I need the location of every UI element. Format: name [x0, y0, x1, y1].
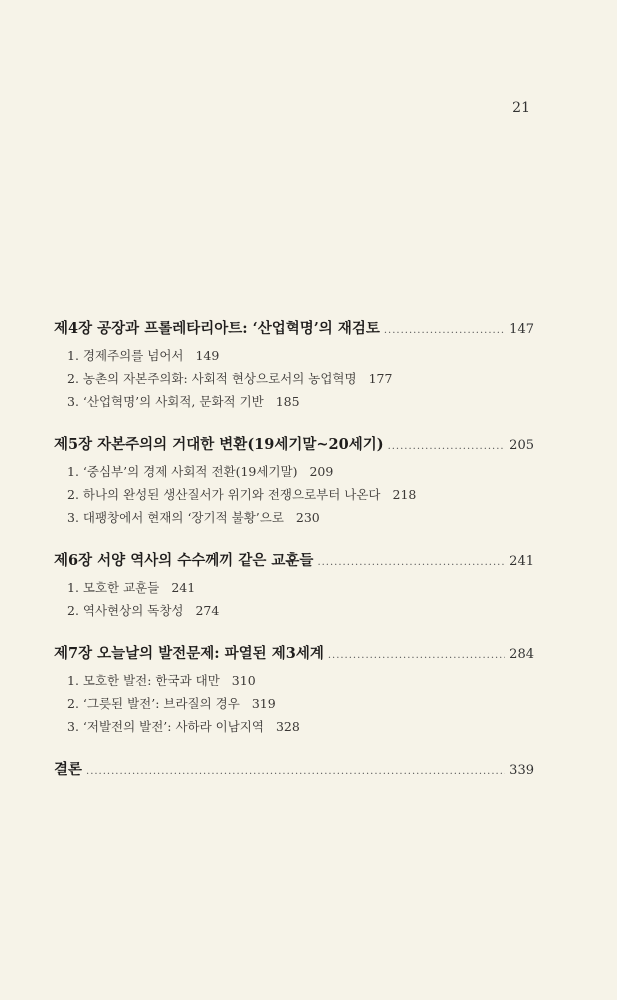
chapter-heading — [54, 550, 534, 572]
chapter-heading — [54, 759, 534, 781]
chapter-page: 339 — [509, 763, 534, 778]
page-number: 21 — [512, 100, 530, 116]
chapter-page: 205 — [509, 438, 534, 453]
chapter-heading — [54, 434, 534, 456]
section-item — [67, 460, 534, 483]
section-title: 1. 모호한 발전: 한국과 대만 — [67, 673, 220, 688]
section-page: 177 — [368, 371, 393, 386]
section-item — [67, 715, 534, 738]
table-of-contents — [54, 318, 534, 802]
section-item — [67, 483, 534, 506]
dot-leader — [388, 436, 506, 458]
chapter-5 — [54, 434, 534, 529]
section-item — [67, 390, 534, 413]
section-page: 149 — [195, 348, 220, 363]
dot-leader — [317, 552, 505, 574]
chapter-page: 147 — [509, 322, 534, 337]
dot-leader — [328, 645, 505, 667]
chapter-4 — [54, 318, 534, 413]
section-page: 328 — [275, 719, 300, 734]
conclusion — [54, 759, 534, 781]
section-title: 2. 농촌의 자본주의화: 사회적 현상으로서의 농업혁명 — [67, 371, 357, 386]
chapter-page: 284 — [509, 647, 534, 662]
section-item — [67, 344, 534, 367]
section-title: 1. ‘중심부’의 경제 사회적 전환(19세기말) — [67, 464, 298, 479]
section-item — [67, 692, 534, 715]
section-list — [54, 344, 534, 413]
chapter-heading — [54, 643, 534, 665]
chapter-6 — [54, 550, 534, 622]
dot-leader — [384, 320, 505, 342]
section-title: 1. 모호한 교훈들 — [67, 580, 160, 595]
section-page: 274 — [195, 603, 220, 618]
section-title: 3. 대팽창에서 현재의 ‘장기적 불황’으로 — [67, 510, 284, 525]
section-item — [67, 506, 534, 529]
chapter-title: 제5장 자본주의의 거대한 변환(19세기말~20세기) — [54, 436, 384, 453]
chapter-heading — [54, 318, 534, 340]
section-page: 319 — [251, 696, 276, 711]
section-page: 185 — [275, 394, 300, 409]
chapter-title: 결론 — [54, 761, 83, 778]
section-item — [67, 367, 534, 390]
section-title: 2. ‘그릇된 발전’: 브라질의 경우 — [67, 696, 240, 711]
section-title: 3. ‘저발전의 발전’: 사하라 이남지역 — [67, 719, 264, 734]
section-title: 1. 경제주의를 넘어서 — [67, 348, 184, 363]
section-item — [67, 576, 534, 599]
section-list — [54, 460, 534, 529]
section-page: 241 — [171, 580, 196, 595]
chapter-title: 제4장 공장과 프롤레타리아트: ‘산업혁명’의 재검토 — [54, 320, 380, 337]
section-title: 2. 하나의 완성된 생산질서가 위기와 전쟁으로부터 나온다 — [67, 487, 381, 502]
chapter-title: 제7장 오늘날의 발전문제: 파열된 제3세계 — [54, 645, 324, 662]
section-page: 218 — [392, 487, 417, 502]
chapter-page: 241 — [509, 554, 534, 569]
chapter-title: 제6장 서양 역사의 수수께끼 같은 교훈들 — [54, 552, 314, 569]
section-list — [54, 669, 534, 738]
section-page: 310 — [231, 673, 256, 688]
section-title: 3. ‘산업혁명’의 사회적, 문화적 기반 — [67, 394, 264, 409]
section-item — [67, 669, 534, 692]
section-list — [54, 576, 534, 622]
section-item — [67, 599, 534, 622]
section-title: 2. 역사현상의 독창성 — [67, 603, 184, 618]
dot-leader — [86, 761, 505, 783]
section-page: 230 — [295, 510, 320, 525]
section-page: 209 — [309, 464, 334, 479]
chapter-7 — [54, 643, 534, 738]
